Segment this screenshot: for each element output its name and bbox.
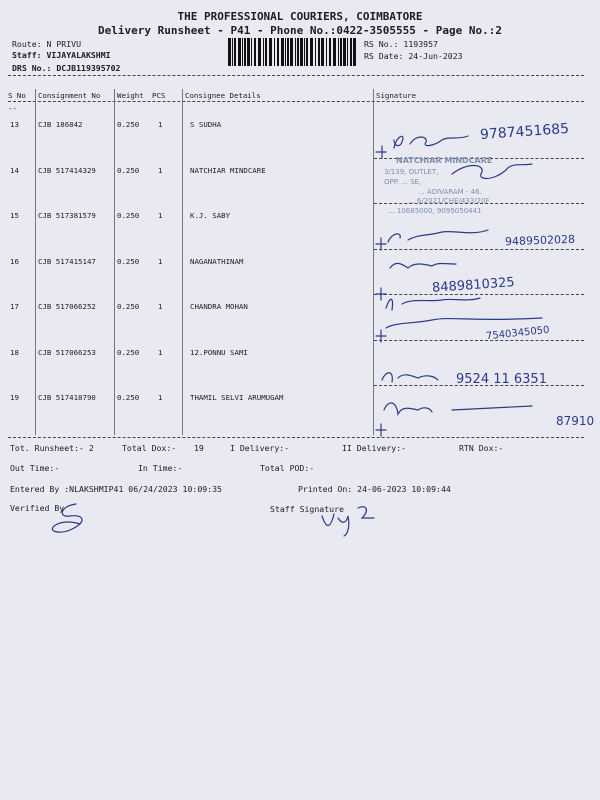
barcode-bar bbox=[285, 38, 286, 66]
row-weight: 0.250 bbox=[117, 211, 140, 220]
row-pcs: 1 bbox=[158, 348, 163, 357]
row-weight: 0.250 bbox=[117, 393, 140, 402]
row-consignee: THAMIL SELVI ARUMUGAM bbox=[190, 393, 284, 402]
stamp-line: ... 10685000, 9095050441 bbox=[388, 207, 482, 215]
tot-runsheet: Tot. Runsheet:- 2 bbox=[10, 443, 94, 453]
barcode-bar bbox=[234, 38, 236, 66]
row-pcs: 1 bbox=[158, 120, 163, 129]
barcode-bar bbox=[353, 38, 356, 66]
verified-by-signature bbox=[40, 496, 120, 538]
stamp-line: NATCHIAR MINDCARE bbox=[396, 156, 493, 165]
row-sno: 14 bbox=[10, 166, 19, 175]
handwritten-phone-16: 9489502028 bbox=[504, 232, 576, 249]
column-rule bbox=[114, 89, 115, 435]
col-header-pcs: PCS bbox=[152, 91, 166, 100]
total-dox-value: 19 bbox=[194, 443, 204, 453]
row-pcs: 1 bbox=[158, 211, 163, 220]
verified-by-label: Verified By bbox=[10, 503, 65, 513]
row-weight: 0.250 bbox=[117, 120, 140, 129]
barcode-bar bbox=[281, 38, 284, 66]
barcode-bar bbox=[232, 38, 233, 66]
barcode-bar bbox=[338, 38, 339, 66]
row-weight: 0.250 bbox=[117, 348, 140, 357]
printed-on: Printed On: 24-06-2023 10:09:44 bbox=[298, 484, 451, 494]
barcode-bar bbox=[269, 38, 272, 66]
handwritten-phone-13: 9787451685 bbox=[479, 120, 570, 144]
handwritten-phone-16b: 8489810325 bbox=[431, 275, 516, 296]
barcode-bar bbox=[300, 38, 303, 66]
row-pcs: 1 bbox=[158, 166, 163, 175]
handwritten-phone-17: 7540345050 bbox=[485, 324, 551, 343]
barcode-bar bbox=[333, 38, 336, 66]
route-label: Route: N PRIVU bbox=[12, 39, 82, 49]
row-consignment-no: CJB 517066252 bbox=[38, 302, 96, 311]
staff-signature-label: Staff Signature bbox=[270, 504, 344, 514]
out-time: Out Time:- bbox=[10, 463, 60, 473]
document-subtitle: Delivery Runsheet - P41 - Phone No.:0422-3505555 - Page No.:2 bbox=[98, 24, 502, 37]
column-rule bbox=[35, 89, 36, 435]
row-weight: 0.250 bbox=[117, 302, 140, 311]
barcode-bar bbox=[251, 38, 252, 66]
col-header-weight: Weight bbox=[117, 91, 144, 100]
barcode-bar bbox=[228, 38, 231, 66]
handwritten-phone-18: 9524 11 6351 bbox=[456, 372, 547, 387]
barcode-bar bbox=[321, 38, 324, 66]
in-time: In Time:- bbox=[138, 463, 183, 473]
barcode-bar bbox=[306, 38, 308, 66]
col-header-consignee: Consignee Details bbox=[185, 91, 261, 100]
row-pcs: 1 bbox=[158, 393, 163, 402]
total-pod: Total POD:- bbox=[260, 463, 315, 473]
total-dox-label: Total Dox:- bbox=[122, 443, 177, 453]
ii-delivery: II Delivery:- bbox=[342, 443, 407, 453]
staff-signature-mark bbox=[318, 500, 388, 540]
i-delivery: I Delivery:- bbox=[230, 443, 290, 453]
row-consignment-no: CJB 517415147 bbox=[38, 257, 96, 266]
divider-top bbox=[8, 75, 584, 76]
barcode-bar bbox=[326, 38, 327, 66]
barcode-bar bbox=[277, 38, 279, 66]
barcode-bar bbox=[315, 38, 316, 66]
divider-bottom bbox=[8, 437, 584, 438]
barcode-bar bbox=[297, 38, 299, 66]
row-consignee: NAGANATHINAM bbox=[190, 257, 244, 266]
row-consignee: K.J. SABY bbox=[190, 211, 231, 220]
col-header-signature: Signature bbox=[376, 91, 417, 100]
row-consignment-no: CJB 186842 bbox=[38, 120, 83, 129]
drs-label: DRS No.: DCJB119395702 bbox=[12, 63, 121, 73]
barcode-bar bbox=[343, 38, 346, 66]
row-sno: 18 bbox=[10, 348, 19, 357]
barcode-bar bbox=[238, 38, 241, 66]
barcode-bar bbox=[310, 38, 313, 66]
barcode-bar bbox=[350, 38, 352, 66]
divider-under-header bbox=[8, 101, 584, 102]
barcode-bar bbox=[274, 38, 275, 66]
barcode-bar bbox=[340, 38, 342, 66]
row-consignment-no: CJB 517066253 bbox=[38, 348, 96, 357]
row-consignee: 12.PONNU SAMI bbox=[190, 348, 248, 357]
row-consignment-no: CJB 517414329 bbox=[38, 166, 96, 175]
row-weight: 0.250 bbox=[117, 166, 140, 175]
barcode-bar bbox=[304, 38, 305, 66]
stamp-line: ... ADIVARAM - 46. bbox=[418, 188, 482, 196]
barcode-bar bbox=[290, 38, 293, 66]
row-consignment-no: CJB 517381579 bbox=[38, 211, 96, 220]
row-sno: 17 bbox=[10, 302, 19, 311]
barcode-bar bbox=[242, 38, 243, 66]
barcode bbox=[228, 38, 356, 66]
dash-marker: -- bbox=[8, 104, 17, 113]
stamp-line: 3/139, OUTLET, bbox=[384, 168, 439, 176]
barcode-bar bbox=[265, 38, 267, 66]
row-sno: 16 bbox=[10, 257, 19, 266]
handwritten-phone-19: 87910 bbox=[556, 414, 595, 428]
barcode-bar bbox=[318, 38, 320, 66]
rs-date: RS Date: 24-Jun-2023 bbox=[364, 51, 463, 61]
row-consignee: NATCHIAR MINDCARE bbox=[190, 166, 266, 175]
row-consignment-no: CJB 517418790 bbox=[38, 393, 96, 402]
barcode-bar bbox=[295, 38, 296, 66]
rtn-dox: RTN Dox:- bbox=[459, 443, 504, 453]
barcode-bar bbox=[287, 38, 289, 66]
entered-by: Entered By :NLAKSHMIP41 06/24/2023 10:09:35 bbox=[10, 484, 222, 494]
staff-label: Staff: VIJAYALAKSHMI bbox=[12, 50, 111, 60]
stamp-line: OPP. ... SE, bbox=[384, 178, 422, 186]
barcode-bar bbox=[244, 38, 246, 66]
barcode-bar bbox=[254, 38, 256, 66]
row-consignee: CHANDRA MOHAN bbox=[190, 302, 248, 311]
row-sno: 19 bbox=[10, 393, 19, 402]
barcode-bar bbox=[247, 38, 250, 66]
rs-number: RS No.: 1193957 bbox=[364, 39, 438, 49]
document-title: THE PROFESSIONAL COURIERS, COIMBATORE bbox=[177, 10, 423, 23]
barcode-bar bbox=[347, 38, 348, 66]
row-sno: 13 bbox=[10, 120, 19, 129]
row-sno: 15 bbox=[10, 211, 19, 220]
col-header-consignment: Consignment No bbox=[38, 91, 101, 100]
row-weight: 0.250 bbox=[117, 257, 140, 266]
col-header-sno: S No bbox=[8, 91, 26, 100]
row-pcs: 1 bbox=[158, 302, 163, 311]
barcode-bar bbox=[329, 38, 331, 66]
barcode-bar bbox=[263, 38, 264, 66]
barcode-bar bbox=[258, 38, 261, 66]
stamp-line: ... 6/2021/CHE/433/20F bbox=[408, 197, 490, 205]
column-rule bbox=[182, 89, 183, 435]
row-consignee: S SUDHA bbox=[190, 120, 222, 129]
row-pcs: 1 bbox=[158, 257, 163, 266]
